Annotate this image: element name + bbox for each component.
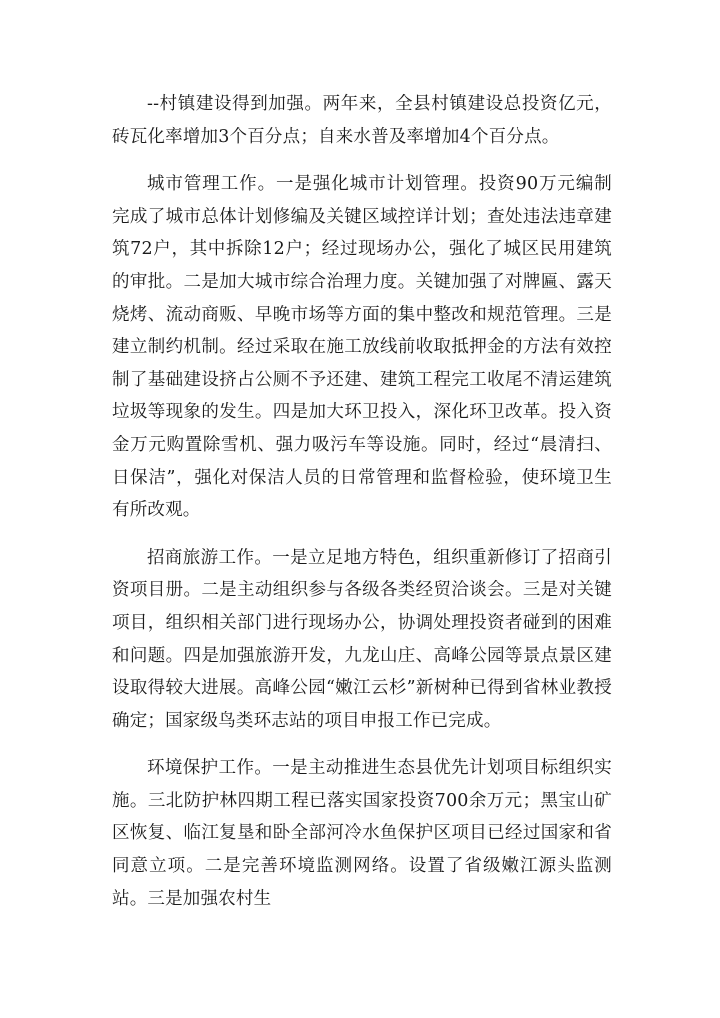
paragraph-investment-tourism: 招商旅游工作。一是立足地方特色，组织重新修订了招商引资项目册。二是主动组织参与各级各类经贸洽谈会。三是对关键项目，组织相关部门进行现场办公，协调处理投资者碰到的困难和问题。四是加强旅游开发，九龙山庄、高峰公园等景点景区建设取得较大进展。高峰公园“嫩江云杉”新树种已得到省林业教授确定；国家级鸟类环志站的项目申报工作已完成。 — [112, 547, 612, 731]
document-page — [112, 88, 612, 915]
paragraph-village-construction: --村镇建设得到加强。两年来，全县村镇建设总投资亿元，砖瓦化率增加3个百分点；自来水普及率增加4个百分点。 — [112, 94, 612, 147]
paragraph-city-management: 城市管理工作。一是强化城市计划管理。投资90万元编制完成了城市总体计划修编及关键区域控详计划；查处违法违章建筑72户，其中拆除12户；经过现场办公，强化了城区民用建筑的审批。二是加大城市综合治理力度。关键加强了对牌匾、露天烧烤、流动商贩、早晚市场等方面的集中整改和规范管理。三是建立制约机制。经过采取在施工放线前收取抵押金的方法有效控制了基础建设挤占公厕不予还建、建筑工程完工收尾不清运建筑垃圾等现象的发生。四是加大环卫投入，深化环卫改革。投入资金万元购置除雪机、强力吸污车等设施。同时，经过“晨清扫、日保洁”，强化对保洁人员的日常管理和监督检验，使环境卫生有所改观。 — [112, 174, 612, 521]
paragraph-environmental-protection: 环境保护工作。一是主动推进生态县优先计划项目标组织实施。三北防护林四期工程已落实国家投资700余万元；黑宝山矿区恢复、临江复垦和卧全部河冷水鱼保护区项目已经过国家和省同意立项。二是完善环境监测网络。设置了省级嫩江源头监测站。三是加强农村生 — [112, 758, 612, 909]
